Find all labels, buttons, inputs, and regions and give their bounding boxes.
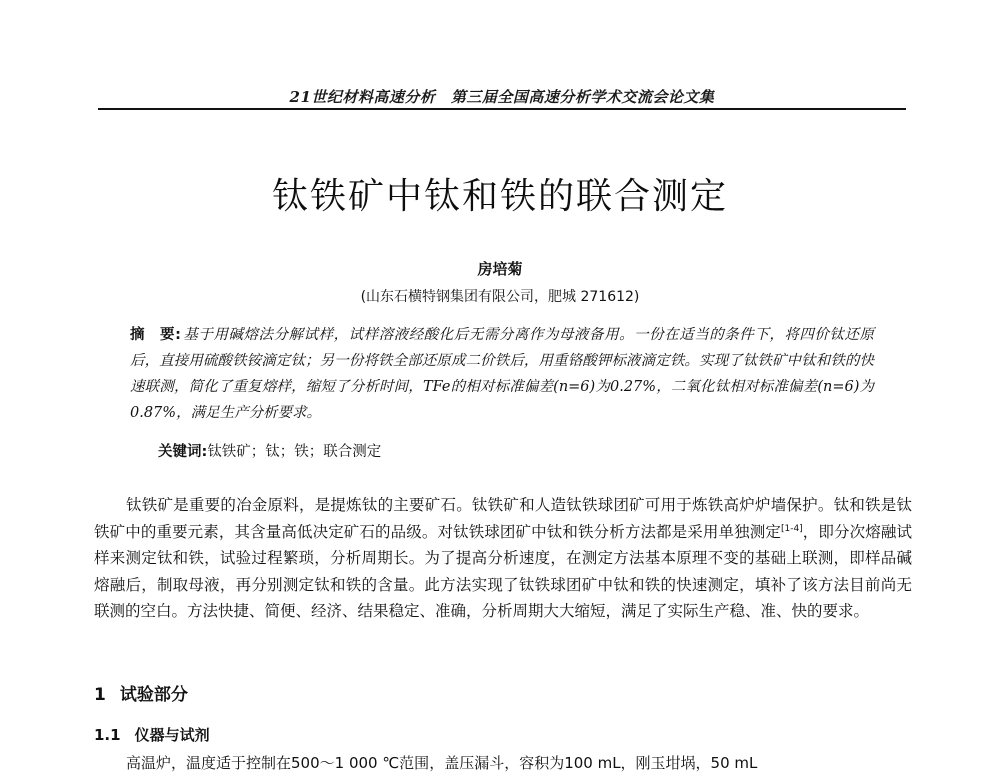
subsection-number: 1.1 — [94, 726, 121, 744]
abstract-text: 基于用碱熔法分解试样，试样溶液经酸化后无需分离作为母液备用。一份在适当的条件下，将四价钛还原后，直接用硫酸铁铵滴定钛；另一份将铁全部还原成二价铁后，用重铬酸钾标液滴定铁。实现了钛铁矿中钛和铁的快速联测，简化了重复熔样，缩短了分析时间，TFe的相对标准偏差(n=6)为0.27%，二氧化钛相对标准偏差(n=6)为0.87%，满足生产分析要求。 — [130, 327, 874, 421]
partial-text-line: 高温炉，温度适于控制在500～1 000 ℃范围，盖压漏斗，容积为100 mL，刚玉坩埚，50 mL — [126, 754, 758, 772]
abstract-label: 摘 要: — [130, 327, 181, 343]
section-number: 1 — [94, 685, 106, 705]
running-header: 21世纪材料高速分析 第三届全国高速分析学术交流会论文集 — [289, 88, 715, 106]
author-name: 房培菊 — [477, 260, 523, 278]
keywords-text: 钛铁矿；钛；铁；联合测定 — [207, 444, 382, 460]
citation-ref: [1-4] — [780, 523, 803, 534]
intro-paragraph — [94, 492, 912, 625]
author-affiliation: (山东石横特钢集团有限公司，肥城 271612) — [360, 289, 640, 305]
header-rule — [98, 108, 906, 110]
subsection-heading-1-1 — [94, 724, 210, 745]
keywords-label: 关键词: — [158, 444, 208, 460]
subsection-title: 仪器与试剂 — [134, 726, 210, 744]
abstract — [130, 322, 874, 426]
section-heading-1 — [94, 680, 188, 705]
paper-title: 钛铁矿中钛和铁的联合测定 — [271, 176, 728, 217]
section-title: 试验部分 — [119, 685, 188, 705]
intro-text-part1: 钛铁矿是重要的冶金原料，是提炼钛的主要矿石。钛铁矿和人造钛铁球团矿可用于炼铁高炉炉墙保护。钛和铁是钛铁矿中的重要元素，其含量高低决定矿石的品级。对钛铁球团矿中钛和铁分析方法都是采用单独测定 — [94, 496, 912, 541]
intro-text-part2: ，即分次熔融试样来测定钛和铁，试验过程繁琐，分析周期长。为了提高分析速度，在测定方法基本原理不变的基础上联测，即样品碱熔融后，制取母液，再分别测定钛和铁的含量。此方法实现了钛铁球团矿中钛和铁的快速测定，填补了该方法目前尚无联测的空白。方法快捷、简便、经济、结果稳定、准确，分析周期大大缩短，满足了实际生产稳、准、快的要求。 — [94, 522, 912, 621]
keywords — [158, 440, 874, 464]
